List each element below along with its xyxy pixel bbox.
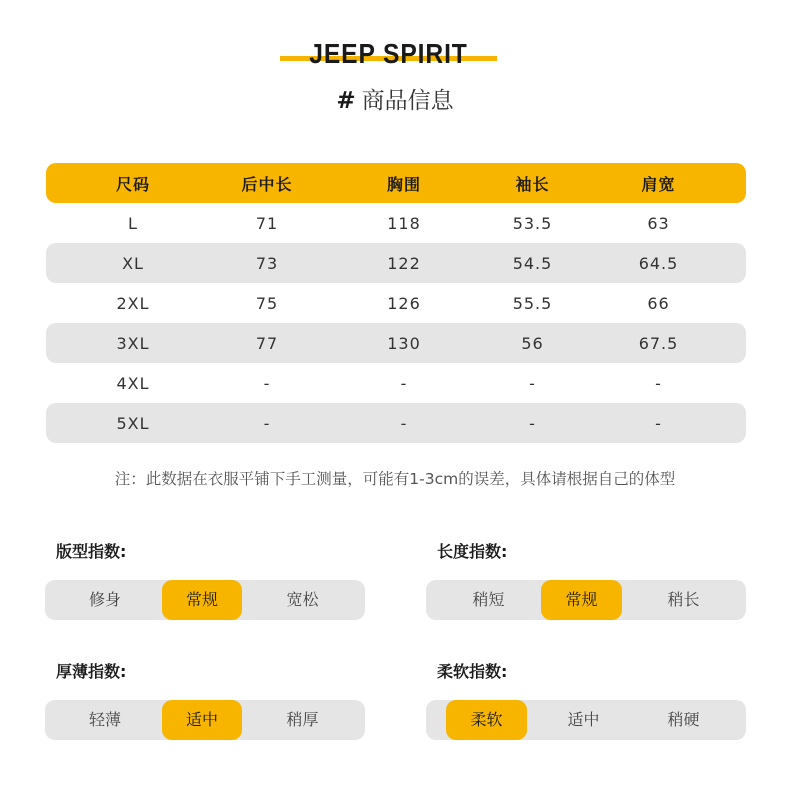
softness-option-medium: 适中 bbox=[567, 710, 600, 729]
fit-option-regular: 常规 bbox=[162, 580, 242, 620]
length-option-short: 稍短 bbox=[472, 590, 505, 609]
table-cell: 56 bbox=[521, 333, 544, 353]
section-title-text: 商品信息 bbox=[361, 88, 454, 114]
fit-option-slim: 修身 bbox=[88, 590, 121, 609]
brand-header bbox=[280, 36, 497, 72]
length-option-long: 稍长 bbox=[667, 590, 700, 609]
header-cell-shoulder: 肩宽 bbox=[641, 174, 676, 194]
table-row bbox=[46, 323, 746, 363]
header-cell-size: 尺码 bbox=[115, 174, 150, 194]
brand-name: JEEP SPIRIT bbox=[309, 38, 468, 69]
table-header-row bbox=[46, 163, 746, 203]
hash-icon: # bbox=[336, 88, 356, 114]
thickness-index-scale bbox=[45, 700, 365, 740]
table-cell: - bbox=[263, 373, 271, 393]
header-cell-chest: 胸围 bbox=[386, 174, 421, 194]
table-cell: 53.5 bbox=[512, 213, 553, 233]
softness-index-title: 柔软指数: bbox=[437, 662, 508, 681]
table-cell: 122 bbox=[387, 253, 421, 273]
fit-option-loose: 宽松 bbox=[286, 590, 319, 609]
table-row bbox=[46, 363, 746, 403]
table-row bbox=[46, 283, 746, 323]
fit-index-title: 版型指数: bbox=[56, 542, 127, 561]
table-cell: 126 bbox=[387, 293, 421, 313]
length-index-title: 长度指数: bbox=[437, 542, 508, 561]
table-cell: 67.5 bbox=[638, 333, 679, 353]
size-table bbox=[46, 163, 746, 443]
table-cell: - bbox=[400, 413, 408, 433]
table-cell: 66 bbox=[647, 293, 670, 313]
table-cell: 71 bbox=[255, 213, 279, 233]
table-cell: - bbox=[529, 373, 536, 393]
thickness-index-title: 厚薄指数: bbox=[56, 662, 127, 681]
table-cell: 63 bbox=[647, 213, 670, 233]
table-cell: 118 bbox=[387, 213, 421, 233]
softness-option-soft: 柔软 bbox=[446, 700, 527, 740]
table-cell: 55.5 bbox=[512, 293, 553, 313]
table-cell: - bbox=[400, 373, 408, 393]
table-cell: - bbox=[263, 413, 271, 433]
thickness-option-thin: 轻薄 bbox=[88, 710, 121, 729]
table-cell: 73 bbox=[255, 253, 279, 273]
table-cell: XL bbox=[122, 253, 144, 273]
table-cell: 54.5 bbox=[512, 253, 553, 273]
table-cell: 77 bbox=[255, 333, 279, 353]
length-index-scale bbox=[426, 580, 746, 620]
table-cell: 4XL bbox=[116, 373, 150, 393]
table-row bbox=[46, 403, 746, 443]
section-title bbox=[0, 84, 790, 118]
table-cell: L bbox=[128, 213, 138, 233]
softness-option-stiff: 稍硬 bbox=[667, 710, 700, 729]
table-cell: 5XL bbox=[116, 413, 150, 433]
table-cell: - bbox=[655, 373, 662, 393]
length-option-regular: 常规 bbox=[541, 580, 622, 620]
table-cell: 64.5 bbox=[638, 253, 679, 273]
softness-index-scale bbox=[426, 700, 746, 740]
table-cell: 2XL bbox=[116, 293, 150, 313]
header-cell-back-length: 后中长 bbox=[241, 174, 293, 194]
measurement-note: 注：此数据在衣服平铺下手工测量，可能有1-3cm的误差，具体请根据自己的体型 bbox=[114, 470, 676, 488]
table-cell: 75 bbox=[255, 293, 279, 313]
table-cell: - bbox=[529, 413, 536, 433]
thickness-option-thick: 稍厚 bbox=[286, 710, 319, 729]
table-row bbox=[46, 243, 746, 283]
fit-index-scale bbox=[45, 580, 365, 620]
header-cell-sleeve: 袖长 bbox=[515, 174, 550, 194]
thickness-option-medium: 适中 bbox=[162, 700, 242, 740]
table-cell: - bbox=[655, 413, 662, 433]
table-cell: 3XL bbox=[116, 333, 150, 353]
table-cell: 130 bbox=[387, 333, 421, 353]
table-row bbox=[46, 203, 746, 243]
